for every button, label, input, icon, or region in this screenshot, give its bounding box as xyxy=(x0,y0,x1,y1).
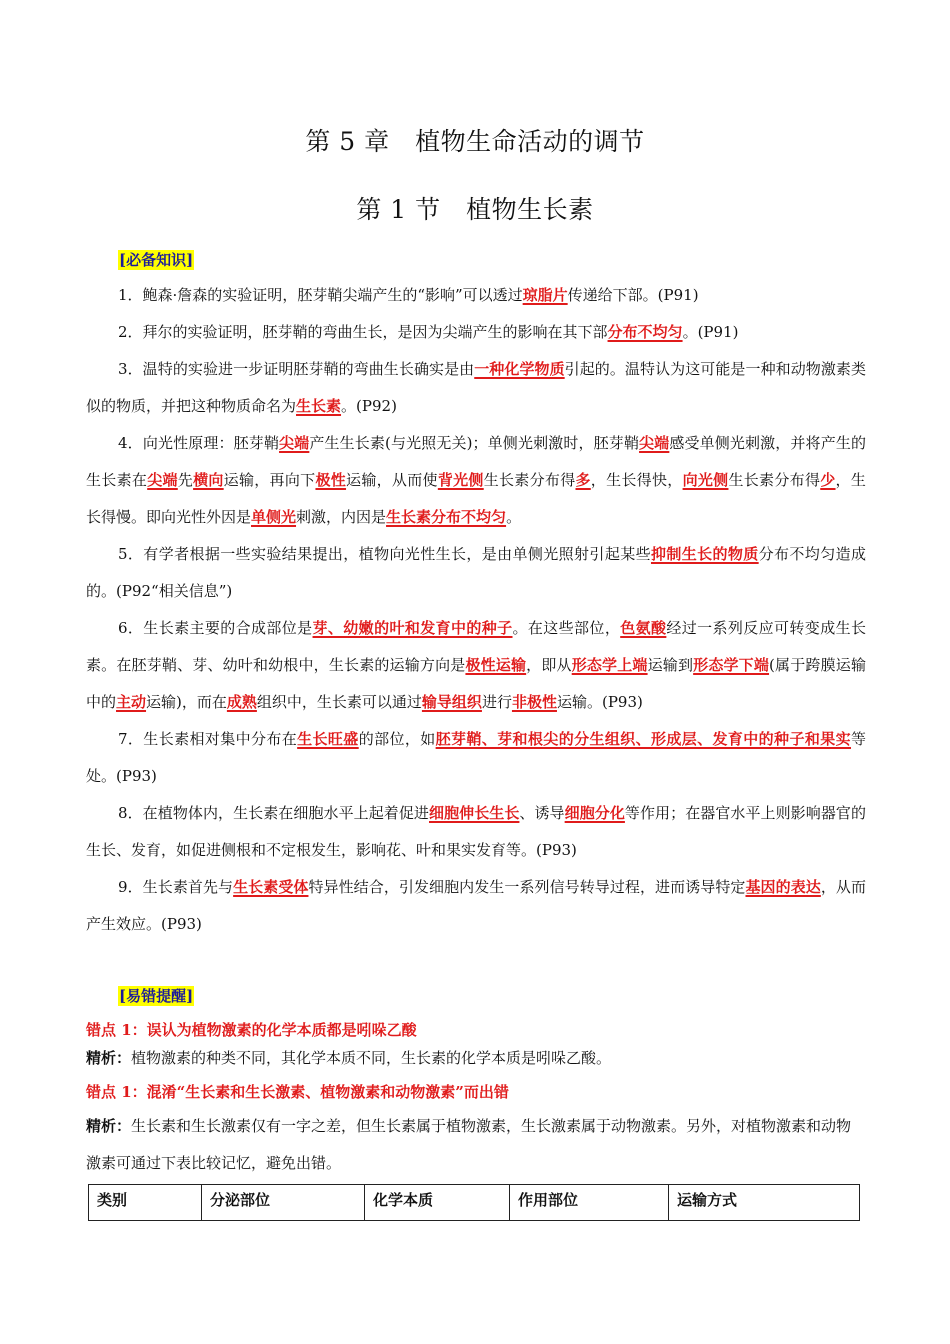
knowledge-item-6: 6．生长素主要的合成部位是芽、幼嫩的叶和发育中的种子。在这些部位，色氨酸经过一系列反应可转变成生长素。在胚芽鞘、芽、幼叶和幼根中，生长素的运输方向是极性运输，即从形态学上端运输到形态学下端(属于跨膜运输中的主动运输)，而在成熟组织中，生长素可以通过输导组织进行非极性运输。(P93) xyxy=(86,619,866,711)
knowledge-item-1: 1．鲍森·詹森的实验证明，胚芽鞘尖端产生的“影响”可以透过琼脂片传递给下部。(P91) xyxy=(118,286,699,304)
comparison-table xyxy=(88,1184,860,1221)
knowledge-item-9: 9．生长素首先与生长素受体特异性结合，引发细胞内发生一系列信号转导过程，进而诱导特定基因的表达，从而产生效应。(P93) xyxy=(86,878,866,933)
knowledge-item-8: 8．在植物体内，生长素在细胞水平上起着促进细胞伸长生长、诱导细胞分化等作用；在器官水平上则影响器官的生长、发育，如促进侧根和不定根发生，影响花、叶和果实发育等。(P93) xyxy=(86,804,866,859)
chapter-title: 第 5 章 植物生命活动的调节 xyxy=(305,127,645,156)
table-header-cell: 作用部位 xyxy=(510,1185,669,1221)
knowledge-heading: [必备知识] xyxy=(119,251,194,269)
table-header-cell: 运输方式 xyxy=(669,1185,860,1221)
knowledge-item-3: 3．温特的实验进一步证明胚芽鞘的弯曲生长确实是由一种化学物质引起的。温特认为这可能是一种和动物激素类似的物质，并把这种物质命名为生长素。(P92) xyxy=(86,360,866,415)
knowledge-list xyxy=(86,277,866,943)
knowledge-item-5: 5．有学者根据一些实验结果提出，植物向光性生长，是由单侧光照射引起某些抑制生长的物质分布不均匀造成的。(P92“相关信息”) xyxy=(86,545,866,600)
table-header-cell: 类别 xyxy=(89,1185,202,1221)
mistake-2-analysis: 精析：生长素和生长激素仅有一字之差，但生长素属于植物激素，生长激素属于动物激素。另外，对植物激素和动物激素可通过下表比较记忆，避免出错。 xyxy=(86,1117,852,1172)
table-header-cell: 化学本质 xyxy=(365,1185,510,1221)
table-header-row xyxy=(89,1185,860,1221)
table-header-cell: 分泌部位 xyxy=(202,1185,365,1221)
knowledge-item-4: 4．向光性原理：胚芽鞘尖端产生生长素(与光照无关)；单侧光刺激时，胚芽鞘尖端感受单侧光刺激，并将产生的生长素在尖端先横向运输，再向下极性运输，从而使背光侧生长素分布得多，生长得快，向光侧生长素分布得少，生长得慢。即向光性外因是单侧光刺激，内因是生长素分布不均匀。 xyxy=(86,434,866,526)
mistake-1-title: 错点 1：误认为植物激素的化学本质都是吲哚乙酸 xyxy=(86,1021,417,1039)
knowledge-item-2: 2．拜尔的实验证明，胚芽鞘的弯曲生长，是因为尖端产生的影响在其下部分布不均匀。(P91) xyxy=(118,323,739,341)
knowledge-item-7: 7．生长素相对集中分布在生长旺盛的部位，如胚芽鞘、芽和根尖的分生组织、形成层、发育中的种子和果实等处。(P93) xyxy=(86,730,866,785)
mistakes-heading: [易错提醒] xyxy=(119,987,194,1005)
section-title: 第 1 节 植物生长素 xyxy=(356,195,594,224)
mistake-2-title: 错点 1：混淆“生长素和生长激素、植物激素和动物激素”而出错 xyxy=(86,1083,509,1101)
mistake-1-analysis: 精析：植物激素的种类不同，其化学本质不同，生长素的化学本质是吲哚乙酸。 xyxy=(86,1049,612,1067)
